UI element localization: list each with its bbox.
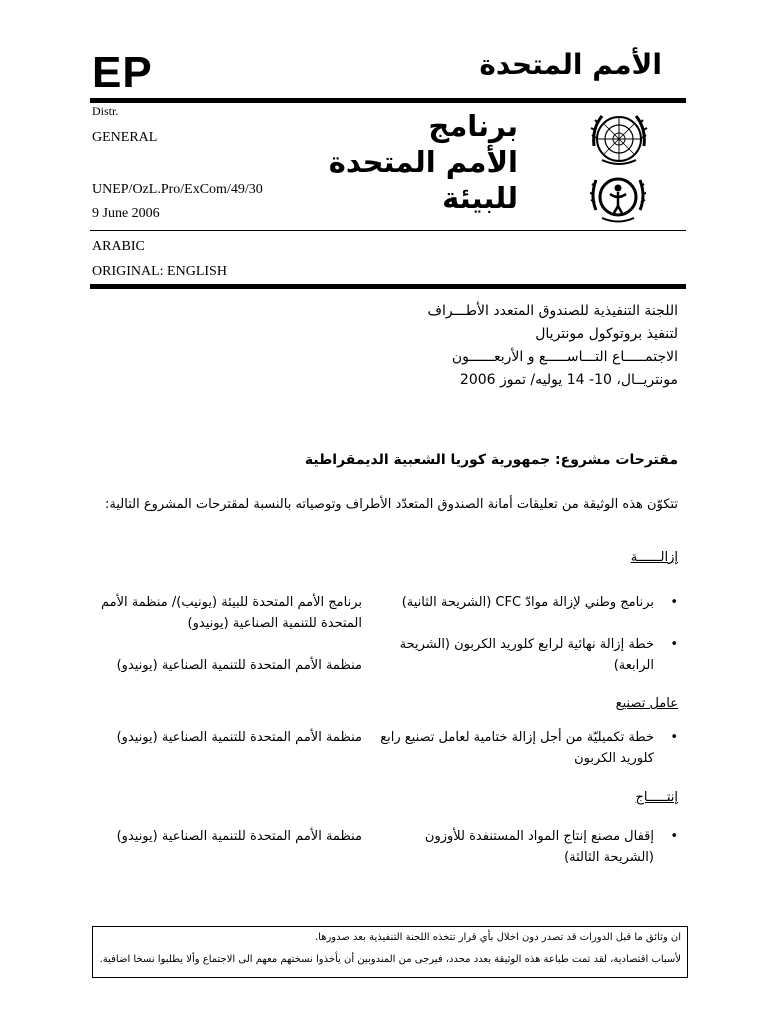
- committee-block: [427, 300, 678, 392]
- document-language: ARABIC: [92, 239, 145, 254]
- project-text: خطة تكميليّة من أجل إزالة ختامية لعامل تصنيع رابع كلوريد الكربون: [380, 730, 654, 766]
- project-item: [378, 727, 678, 769]
- un-title-arabic: الأمم المتحدة: [479, 48, 662, 81]
- section-heading-process-agent: عامل تصنيع: [615, 696, 678, 711]
- distribution-type: GENERAL: [92, 130, 158, 145]
- program-line: الأمم المتحدة: [328, 145, 518, 179]
- project-item: [378, 826, 678, 868]
- agency-text: برنامج الأمم المتحدة للبيئة (يونيب)/ منظمة الأمم المتحدة للتنمية الصناعية (يونيدو): [100, 595, 362, 631]
- original-language: ORIGINAL: ENGLISH: [92, 264, 227, 279]
- project-item: [378, 592, 678, 613]
- footer-notice-line: لأسباب اقتصادية، لقد تمت طباعة هذه الوثيقة بعدد محدد، فيرجى من المندوبين أن يأخذوا نسختهم معهم الى الاجتماع وألا يطلبوا نسخا اضافية.: [99, 954, 681, 965]
- distr-label: Distr.: [92, 104, 119, 118]
- un-emblem-icon: [588, 108, 650, 170]
- header-rule-bottom: [90, 284, 686, 289]
- project-item: [378, 634, 678, 676]
- section-heading-phaseout: إزالــــــة: [630, 550, 678, 565]
- committee-line: الاجتمـــــاع التـــاســـــع و الأربعــــــون: [451, 349, 678, 365]
- header-rule-top: [90, 98, 686, 103]
- agency-text: منظمة الأمم المتحدة للتنمية الصناعية (يونيدو): [116, 829, 362, 844]
- agency-text: منظمة الأمم المتحدة للتنمية الصناعية (يونيدو): [116, 730, 362, 745]
- project-text: خطة إزالة نهائية لرابع كلوريد الكربون (الشريحة الرابعة): [399, 637, 654, 673]
- bullet-icon: •: [670, 829, 678, 844]
- document-symbol: UNEP/OzL.Pro/ExCom/49/30: [92, 182, 263, 197]
- footer-notice-box: [92, 926, 688, 978]
- bullet-icon: •: [670, 595, 678, 610]
- project-text: برنامج وطني لإزالة موادّ CFC (الشريحة الثانية): [401, 595, 654, 610]
- program-line: برنامج: [428, 109, 518, 143]
- committee-line: لتنفيذ بروتوكول مونتريال: [535, 326, 678, 342]
- bullet-icon: •: [670, 637, 678, 652]
- footer-notice-line: ان وثائق ما قبل الدورات قد تصدر دون اخلال بأي قرار تتخذه اللجنة التنفيذية بعد صدورها.: [314, 932, 681, 943]
- ep-logo-text: EP: [92, 48, 153, 97]
- unep-emblem-icon: [586, 168, 650, 226]
- project-text: إقفال مصنع إنتاج المواد المستنفدة للأوزون (الشريحة الثالثة): [424, 829, 654, 865]
- program-line: للبيئة: [442, 181, 518, 215]
- section-heading-production: إنتـــــاج: [635, 790, 678, 805]
- meta-divider: [90, 230, 686, 231]
- intro-paragraph: تتكوّن هذه الوثيقة من تعليقات أمانة الصندوق المتعدّد الأطراف وتوصياته بالنسبة لمقترحات المشروع التالية:: [105, 497, 678, 512]
- bullet-icon: •: [670, 730, 678, 745]
- document-date: 9 June 2006: [92, 206, 160, 221]
- document-title: مقترحات مشروع: جمهورية كوريا الشعبية الديمقراطية: [304, 452, 678, 468]
- program-name: [329, 108, 518, 216]
- agency-text: منظمة الأمم المتحدة للتنمية الصناعية (يونيدو): [116, 658, 362, 673]
- committee-line: اللجنة التنفيذية للصندوق المتعدد الأطـــراف: [427, 303, 678, 319]
- committee-line: مونتريــال، 10- 14 يوليه/ تموز 2006: [459, 372, 678, 388]
